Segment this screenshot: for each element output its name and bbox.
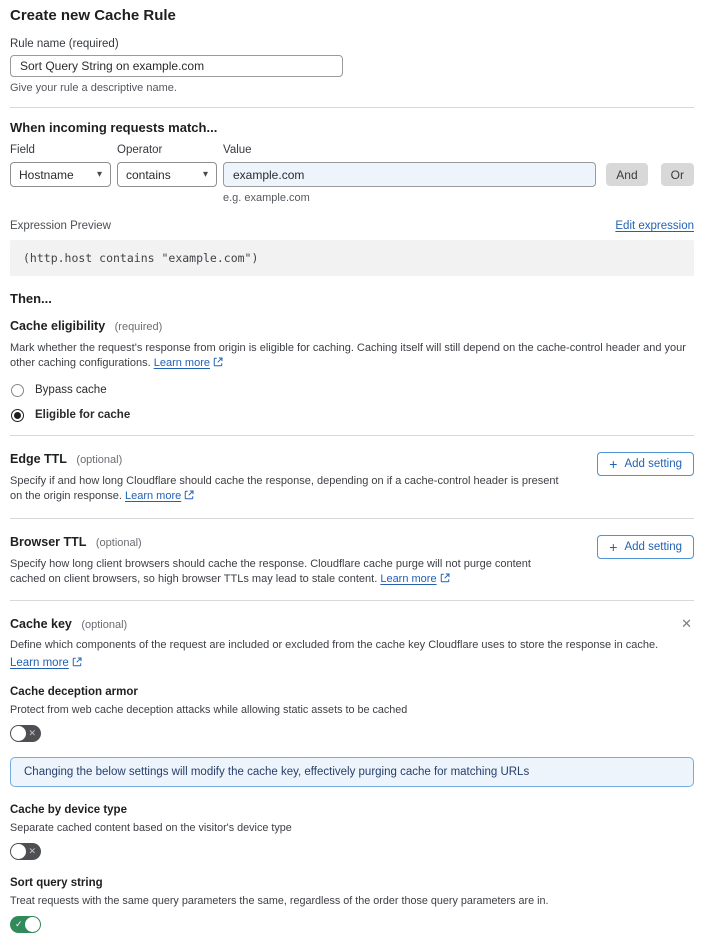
plus-icon: +	[609, 538, 618, 555]
value-label: Value	[223, 144, 252, 156]
page-title: Create new Cache Rule	[10, 7, 176, 24]
browser-ttl-add-setting-button[interactable]: + Add setting	[597, 535, 694, 559]
edge-ttl-learn-more-link[interactable]: Learn more	[125, 490, 194, 502]
external-link-icon	[440, 573, 450, 583]
rule-name-help: Give your rule a descriptive name.	[10, 82, 177, 94]
external-link-icon	[72, 657, 82, 667]
operator-label: Operator	[117, 144, 163, 156]
field-select-value: Hostname	[19, 167, 74, 182]
plus-icon: +	[609, 455, 618, 472]
radio-circle-unchecked	[11, 384, 24, 397]
match-heading: When incoming requests match...	[10, 120, 218, 135]
cache-deception-armor-title: Cache deception armor	[10, 685, 138, 698]
edge-ttl-description: Specify if and how long Cloudflare should cache the response, depending on if a cache-control header is present on the origin response. Learn more	[10, 474, 559, 503]
sort-query-string-description: Treat requests with the same query parameters the same, regardless of the order those query parameters are in.	[10, 894, 549, 907]
sort-query-string-toggle[interactable]	[10, 916, 41, 933]
cache-deception-armor-description: Protect from web cache deception attacks while allowing static assets to be cached	[10, 703, 408, 716]
browser-ttl-title: Browser TTL	[10, 534, 87, 549]
browser-ttl-section	[10, 519, 694, 588]
cache-key-learn-more-link[interactable]: Learn more	[10, 657, 82, 669]
edge-ttl-optional-tag: (optional)	[76, 453, 123, 466]
toggle-knob	[11, 844, 26, 859]
cache-eligibility-required-tag: (required)	[114, 321, 163, 333]
browser-ttl-optional-tag: (optional)	[95, 536, 142, 549]
cache-key-title: Cache key	[10, 617, 72, 632]
radio-bypass-cache-label: Bypass cache	[35, 384, 107, 397]
cache-by-device-type-title: Cache by device type	[10, 803, 127, 816]
expression-builder	[10, 144, 694, 204]
operator-select-value: contains	[126, 167, 171, 182]
expression-preview-label: Expression Preview	[10, 220, 111, 232]
cache-by-device-type-description: Separate cached content based on the visitor's device type	[10, 821, 292, 834]
cache-key-warning-banner: Changing the below settings will modify the cache key, effectively purging cache for matching URLs	[10, 757, 694, 787]
value-hint: e.g. example.com	[223, 192, 310, 204]
cache-deception-armor-toggle[interactable]	[10, 725, 41, 742]
close-icon[interactable]: ✕	[681, 616, 692, 632]
expression-preview-code: (http.host contains "example.com")	[10, 240, 694, 276]
cache-by-device-type-toggle[interactable]	[10, 843, 41, 860]
check-icon: ✓	[15, 918, 23, 929]
edge-ttl-title: Edge TTL	[10, 451, 67, 466]
chevron-down-icon: ▾	[96, 168, 102, 180]
edge-ttl-section	[10, 436, 694, 505]
field-select[interactable]	[10, 162, 111, 187]
radio-circle-checked	[11, 409, 24, 422]
value-input[interactable]	[223, 162, 596, 187]
browser-ttl-description: Specify how long client browsers should cache the response. Cloudflare cache purge will not purge content cached on client browsers, so high browser TTLs may lead to stale content. Learn more	[10, 557, 531, 585]
cache-key-section	[10, 601, 694, 633]
edge-ttl-add-setting-button[interactable]: + Add setting	[597, 452, 694, 476]
browser-ttl-learn-more-link[interactable]: Learn more	[380, 573, 449, 585]
cache-eligibility-title: Cache eligibility	[10, 319, 106, 333]
radio-bypass-cache[interactable]	[10, 384, 694, 397]
cache-key-description: Define which components of the request are included or excluded from the cache key Cloudflare uses to store the response in cache.	[10, 639, 659, 652]
external-link-icon	[213, 357, 223, 367]
cross-icon: ✕	[28, 845, 36, 856]
rule-name-label: Rule name (required)	[10, 38, 119, 50]
and-button[interactable]: And	[606, 163, 647, 186]
operator-select[interactable]	[117, 162, 217, 187]
edit-expression-link[interactable]: Edit expression	[615, 220, 694, 232]
external-link-icon	[184, 490, 194, 500]
rule-name-input[interactable]	[10, 55, 343, 77]
then-heading: Then...	[10, 291, 52, 306]
radio-eligible-for-cache-label: Eligible for cache	[35, 409, 131, 422]
toggle-knob	[25, 917, 40, 932]
toggle-knob	[11, 726, 26, 741]
chevron-down-icon: ▾	[202, 168, 208, 180]
radio-eligible-for-cache[interactable]	[10, 409, 694, 422]
divider	[10, 107, 694, 108]
cache-eligibility-learn-more-link[interactable]: Learn more	[154, 357, 223, 369]
sort-query-string-title: Sort query string	[10, 876, 103, 889]
cross-icon: ✕	[28, 727, 36, 738]
cache-key-optional-tag: (optional)	[81, 619, 128, 632]
or-button[interactable]: Or	[661, 163, 694, 186]
field-label: Field	[10, 144, 35, 156]
cache-eligibility-description: Mark whether the request's response from origin is eligible for caching. Caching itself will still depend on the cache-control header and your other caching configurations. Learn more	[10, 342, 686, 370]
